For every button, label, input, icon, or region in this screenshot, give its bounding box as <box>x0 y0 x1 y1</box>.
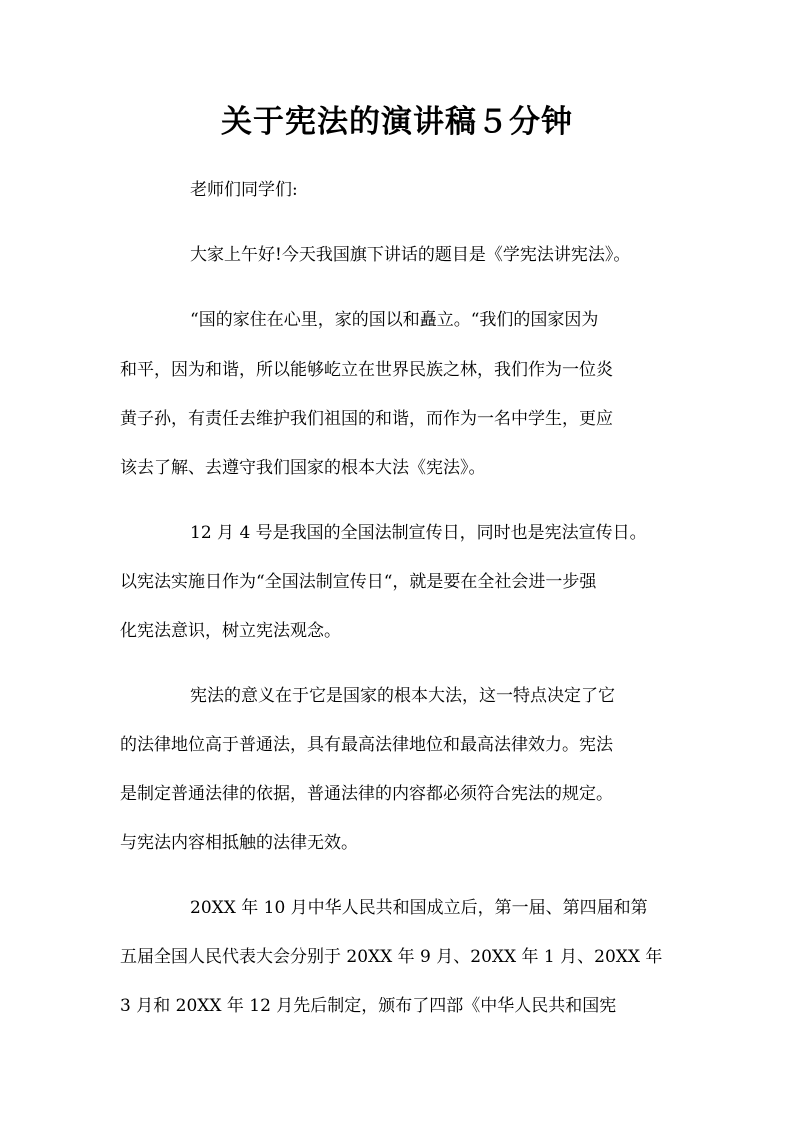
body-line: 和平，因为和谐，所以能够屹立在世界民族之林，我们作为一位炎 <box>120 360 613 380</box>
body-line: 20XX 年 10 月中华人民共和国成立后，第一届、第四届和第 <box>190 898 648 918</box>
body-line: 五届全国人民代表大会分别于 20XX 年 9 月、20XX 年 1 月、20XX 年 <box>120 947 663 967</box>
body-line: 大家上午好!今天我国旗下讲话的题目是《学宪法讲宪法》。 <box>190 245 631 265</box>
body-line: 12 月 4 号是我国的全国法制宣传日，同时也是宪法宣传日。 <box>190 523 647 543</box>
body-line: 3 月和 20XX 年 12 月先后制定，颁布了四部《中华人民共和国宪 <box>120 996 617 1016</box>
body-line: 化宪法意识，树立宪法观念。 <box>120 621 341 641</box>
body-line: 黄子孙，有责任去维护我们祖国的和谐，而作为一名中学生，更应 <box>120 409 613 429</box>
body-line: 与宪法内容相抵触的法律无效。 <box>120 833 358 853</box>
body-line: 以宪法实施日作为“全国法制宣传日“，就是要在全社会进一步强 <box>120 572 597 592</box>
body-line: 老师们同学们: <box>190 180 298 200</box>
body-line: 是制定普通法律的依据，普通法律的内容都必须符合宪法的规定。 <box>120 784 613 804</box>
body-line: “国的家住在心里，家的国以和矗立。“我们的国家因为 <box>190 310 599 330</box>
body-line: 的法律地位高于普通法，具有最高法律地位和最高法律效力。宪法 <box>120 735 613 755</box>
document-title: 关于宪法的演讲稿５分钟 <box>221 104 573 140</box>
body-line: 该去了解、去遵守我们国家的根本大法《宪法》。 <box>120 458 486 478</box>
body-line: 宪法的意义在于它是国家的根本大法，这一特点决定了它 <box>190 686 615 706</box>
